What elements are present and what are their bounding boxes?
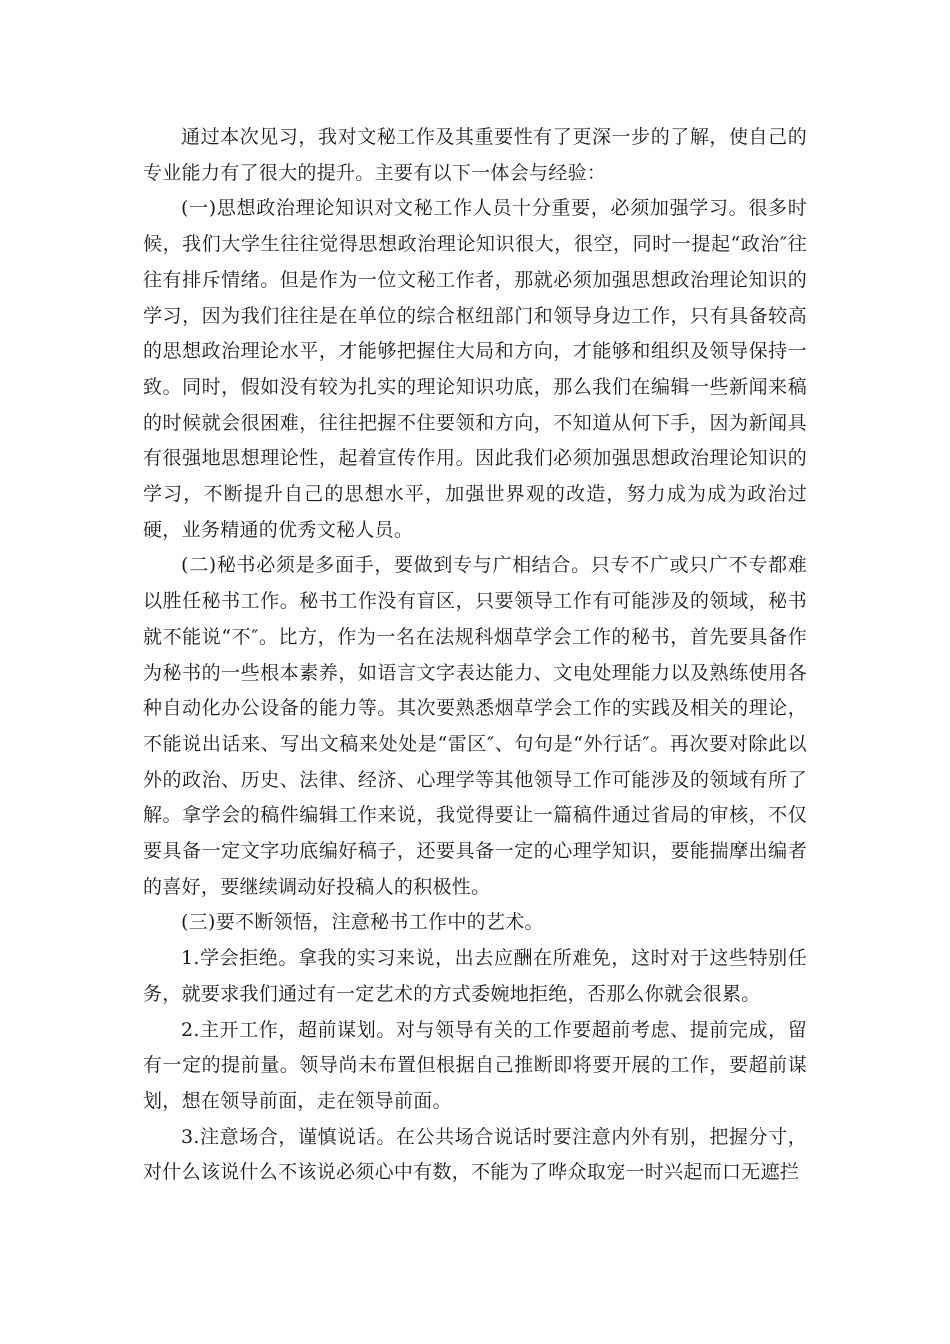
paragraph-section-3-heading: (三)要不断领悟，注意秘书工作中的艺术。 <box>181 911 544 934</box>
paragraph-intro: 通过本次见习，我对文秘工作及其重要性有了更深一步的了解，使自己的专业能力有了很大的提升。主要有以下一体会与经验： <box>143 126 807 184</box>
paragraph-section-2: (二)秘书必须是多面手，要做到专与广相结合。只专不广或只广不专都难以胜任秘书工作。秘书工作没有盲区，只要领导工作有可能涉及的领域，秘书就不能说“不″。比方，作为一名在法规科烟草学会工作的秘书，首先要具备作为秘书的一些根本素养，如语言文字表达能力、文电处理能力以及熟练使用各种自动化办公设备的能力等。其次要熟悉烟草学会工作的实践及相关的理论，不能说出话来、写出文稿来处处是“雷区″、句句是“外行话″。再次要对除此以外的政治、历史、法律、经济、心理学等其他领导工作可能涉及的领域有所了解。拿学会的稿件编辑工作来说，我觉得要让一篇稿件通过省局的审核，不仅要具备一定文字功底编好稿子，还要具备一定的心理学知识，要能揣摩出编者的喜好，要继续调动好投稿人的积极性。 <box>143 554 807 898</box>
document-body <box>143 120 807 1191</box>
paragraph-item-2: 2.主开工作，超前谋划。对与领导有关的工作要超前考虑、提前完成，留有一定的提前量。领导尚未布置但根据自己推断即将要开展的工作，要超前谋划，想在领导前面，走在领导前面。 <box>143 1018 807 1112</box>
paragraph-item-1: 1.学会拒绝。拿我的实习来说，出去应酬在所难免，这时对于这些特别任务，就要求我们通过有一定艺术的方式委婉地拒绝，否那么你就会很累。 <box>143 947 807 1005</box>
paragraph-section-1: (一)思想政治理论知识对文秘工作人员十分重要，必须加强学习。很多时候，我们大学生往往觉得思想政治理论知识很大，很空，同时一提起“政治″往往有排斥情绪。但是作为一位文秘工作者，那就必须加强思想政治理论知识的学习，因为我们往往是在单位的综合枢纽部门和领导身边工作，只有具备较高的思想政治理论水平，才能够把握住大局和方向，才能够和组织及领导保持一致。同时，假如没有较为扎实的理论知识功底，那么我们在编辑一些新闻来稿的时候就会很困难，往往把握不住要领和方向，不知道从何下手，因为新闻具有很强地思想理论性，起着宣传作用。因此我们必须加强思想政治理论知识的学习，不断提升自己的思想水平，加强世界观的改造，努力成为成为政治过硬，业务精通的优秀文秘人员。 <box>143 197 807 541</box>
paragraph-item-3: 3.注意场合，谨慎说话。在公共场合说话时要注意内外有别，把握分寸，对什么该说什么不该说必须心中有数，不能为了哗众取宠一时兴起而口无遮拦 <box>143 1125 807 1184</box>
